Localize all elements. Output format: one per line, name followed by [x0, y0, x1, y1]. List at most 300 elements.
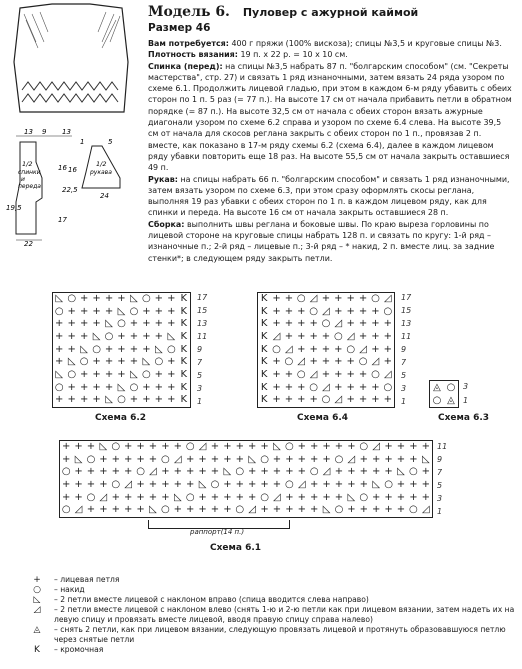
chart-cell: + — [284, 394, 294, 406]
chart-cell: + — [297, 466, 306, 478]
row-number-label: 17 — [197, 293, 208, 303]
chart-cell: + — [74, 491, 83, 503]
chart-cell: ◺ — [248, 453, 257, 465]
chart-cell: + — [111, 453, 120, 465]
chart-cell: + — [409, 479, 418, 490]
chart-cell: ○ — [334, 504, 344, 516]
chart-cell: ◿ — [198, 441, 207, 452]
svg-text:22,5: 22,5 — [62, 186, 78, 194]
chart-cell: ◺ — [80, 343, 88, 355]
chart-cell: + — [154, 394, 164, 406]
chart-cell: + — [371, 318, 380, 330]
chart-cell: + — [161, 491, 170, 503]
chart-cell: K — [180, 356, 188, 368]
chart-cell: + — [210, 504, 220, 516]
triangle-dot-icon: ◬ — [33, 625, 41, 635]
chart-cell: + — [67, 394, 76, 406]
chart-cell: + — [285, 504, 294, 516]
chart-cell: + — [154, 318, 164, 330]
chart-cell: ○ — [136, 466, 145, 478]
chart-cell: + — [346, 356, 355, 368]
chart-cell: + — [334, 466, 344, 478]
chart-cell: + — [334, 441, 344, 452]
chart-cell: ○ — [409, 466, 418, 478]
chart-cell: + — [384, 491, 393, 503]
chart-cell: + — [62, 453, 71, 465]
chart-cell: + — [309, 318, 318, 330]
chart-cell: + — [129, 318, 139, 330]
chart-cell: ◿ — [124, 479, 133, 490]
chart-cell: + — [421, 441, 430, 452]
chart-cell: K — [180, 369, 188, 380]
assembly-text: выполнить швы реглана и боковые швы. По краю выреза горловины по лицевой стороне на круговые спицы набрать 128 п. и связать по кругу: 1-й ряд – изнаночные п.; 2-й ряд – лицевые п.; 3-й ряд – * накид, 2 п. вместе лиц. за задние стенки*; в следующем ряду закрыть петли. — [148, 219, 495, 263]
legend-item — [20, 575, 520, 585]
chart-cell: + — [284, 369, 294, 380]
chart-cell: + — [346, 381, 355, 393]
chart-cell: ◺ — [155, 343, 163, 355]
chart-cell: ◺ — [117, 381, 126, 393]
row-number-label: 1 — [197, 396, 203, 406]
chart-cell: + — [136, 491, 145, 503]
chart-cell: ◺ — [105, 318, 113, 330]
chart-cell: + — [129, 356, 139, 368]
chart-cell: ○ — [142, 293, 151, 304]
chart-cell: ◿ — [297, 356, 306, 368]
chart-cell: + — [167, 356, 176, 368]
chart-cell: + — [359, 466, 368, 478]
chart-cell: + — [284, 381, 294, 393]
chart-cell: + — [358, 394, 368, 406]
sleeve-text: на спицы набрать 66 п. "болгарским способом" и связать 1 ряд изнаночными, затем вязать узором по схеме 6.3, при этом сразу оформлять скосы реглана, выполняя 19 раз убавки с обеих сторон по 1 п. в каждом лицевом ряду, как для спинки и переда. На высоте 16 см от начала закрыть оставшиеся 28 п. — [148, 174, 510, 218]
chart-cell: + — [371, 381, 380, 393]
instructions — [148, 38, 514, 264]
chart-cell: + — [198, 491, 207, 503]
chart-cell: + — [409, 491, 418, 503]
chart-cell: ◿ — [309, 293, 318, 304]
chart-cell: + — [372, 491, 381, 503]
chart-cell: + — [142, 343, 151, 355]
assembly-label: Сборка: — [148, 219, 185, 229]
chart-cell: ○ — [296, 293, 306, 304]
need-text: 400 г пряжи (100% вискоза); спицы №3,5 и круговые спицы №3. — [231, 39, 502, 48]
chart-cell: K — [260, 381, 268, 393]
chart-cell: ○ — [432, 395, 442, 406]
chart-cell: + — [359, 479, 368, 490]
chart-cell: + — [173, 466, 182, 478]
chart-cell: ○ — [54, 381, 64, 393]
chart-6-3 — [429, 380, 459, 408]
chart-cell: + — [321, 331, 331, 342]
back-label: Спинка (перед): — [148, 61, 223, 71]
chart-cell: ○ — [67, 369, 77, 380]
chart-cell: + — [284, 331, 294, 342]
chart-cell: + — [248, 466, 257, 478]
chart-cell: + — [285, 453, 294, 465]
plus-icon: + — [33, 575, 41, 585]
chart-cell: + — [248, 491, 257, 503]
chart-cell: K — [180, 394, 188, 406]
chart-cell: + — [223, 479, 232, 490]
svg-text:переда: переда — [18, 183, 41, 190]
legend-item — [20, 645, 520, 655]
chart-cell: + — [86, 466, 96, 478]
chart-cell: + — [235, 441, 244, 452]
chart-cell: + — [99, 504, 108, 516]
chart-cell: K — [260, 293, 268, 304]
chart-cell: ○ — [129, 305, 139, 317]
chart-cell: + — [347, 466, 356, 478]
chart-cell: ○ — [296, 369, 306, 380]
chart-cell: + — [79, 369, 89, 380]
chart-cell: ○ — [334, 453, 344, 465]
chart-cell: + — [346, 293, 355, 304]
chart-cell: + — [167, 381, 176, 393]
chart-cell: + — [55, 318, 64, 330]
chart-cell: + — [67, 305, 76, 317]
chart-cell: + — [186, 504, 195, 516]
chart-cell: + — [154, 369, 164, 380]
chart-cell: + — [396, 491, 406, 503]
chart-cell: + — [371, 394, 380, 406]
legend-item — [20, 625, 520, 645]
chart-cell: ○ — [117, 394, 126, 406]
chart-cell: + — [334, 491, 344, 503]
legend-text: – накид — [54, 585, 85, 594]
chart-cell: + — [396, 441, 406, 452]
chart-cell: + — [272, 453, 282, 465]
chart-cell: + — [136, 504, 145, 516]
chart-cell: + — [223, 453, 232, 465]
chart-cell: ○ — [117, 318, 126, 330]
svg-text:24: 24 — [100, 192, 109, 200]
chart-cell: + — [334, 356, 343, 368]
chart-cell: + — [396, 479, 406, 490]
chart-cell: ◿ — [74, 504, 83, 516]
chart-cell: + — [55, 343, 64, 355]
chart-cell: ○ — [161, 504, 170, 516]
density-text: 19 п. х 22 р. = 10 х 10 см. — [240, 50, 348, 60]
chart-cell: ◺ — [421, 453, 430, 465]
chart-cell: ○ — [409, 504, 418, 516]
chart-cell: + — [79, 394, 89, 406]
chart-cell: ○ — [79, 356, 89, 368]
chart-cell: + — [148, 491, 158, 503]
chart-cell: + — [136, 453, 145, 465]
chart-cell: + — [142, 331, 151, 342]
chart-cell: ◿ — [272, 331, 281, 342]
svg-text:22: 22 — [24, 240, 33, 248]
chart-cell: ○ — [359, 441, 369, 452]
chart-cell: + — [310, 479, 319, 490]
size-label: Размер 46 — [148, 22, 211, 34]
chart-cell: ○ — [285, 441, 294, 452]
chart-cell: + — [358, 305, 368, 317]
row-number-label: 3 — [463, 382, 469, 391]
chart-cell: + — [309, 394, 318, 406]
chart-cell: ◬ — [447, 395, 455, 406]
chart-6-2 — [52, 292, 191, 408]
row-number-label: 11 — [197, 332, 208, 342]
chart-cell: ◿ — [309, 369, 318, 380]
chart-cell: + — [248, 479, 257, 490]
chart-cell: + — [272, 369, 281, 380]
chart-cell: ◿ — [371, 356, 380, 368]
chart-cell: + — [334, 369, 343, 380]
row-number-label: 7 — [197, 357, 203, 367]
row-number-label: 7 — [401, 357, 407, 367]
chart-cell: + — [154, 293, 164, 304]
chart-cell: + — [358, 293, 368, 304]
chart-6-4 — [257, 292, 395, 408]
chart-cell: + — [235, 453, 244, 465]
chart-cell: ○ — [86, 453, 96, 465]
chart-cell: + — [173, 441, 182, 452]
svg-text:1/2: 1/2 — [22, 160, 33, 168]
chart-cell: + — [346, 318, 355, 330]
chart-cell: + — [223, 441, 232, 452]
chart-cell: + — [86, 441, 96, 452]
chart-cell: + — [92, 305, 101, 317]
chart-cell: K — [260, 369, 268, 380]
chart-cell: + — [272, 305, 281, 317]
chart-cell: ○ — [142, 369, 151, 380]
chart-cell: + — [124, 504, 133, 516]
chart-cell: + — [359, 504, 368, 516]
chart-cell: + — [383, 394, 392, 406]
chart-cell: ◿ — [372, 441, 381, 452]
chart-cell: + — [310, 491, 319, 503]
chart-cell: + — [383, 331, 392, 342]
legend-text: – 2 петли вместе лицевой с наклоном вправо (спица вводится слева направо) — [54, 595, 369, 604]
measure-13-left: 13 — [24, 128, 33, 136]
chart-cell: ◺ — [99, 441, 108, 452]
chart-cell: ○ — [61, 504, 71, 516]
chart-cell: + — [396, 504, 406, 516]
row-number-label: 9 — [401, 345, 407, 354]
chart-cell: + — [136, 441, 145, 452]
chart-cell: + — [104, 369, 114, 380]
chart-cell: + — [346, 394, 355, 406]
chart-cell: ○ — [86, 491, 96, 503]
chart-cell: + — [67, 343, 76, 355]
chart-cell: + — [92, 381, 101, 393]
chart-cell: + — [111, 504, 120, 516]
chart-cell: ◺ — [55, 293, 64, 304]
chart-cell: ○ — [92, 343, 101, 355]
chart-cell: + — [297, 381, 306, 393]
chart-cell: K — [180, 381, 188, 393]
chart-cell: ◺ — [322, 504, 331, 516]
chart-cell: + — [74, 479, 83, 490]
chart-cell: + — [358, 381, 368, 393]
chart-cell: + — [161, 466, 170, 478]
chart-cell: + — [321, 356, 331, 368]
model-title — [148, 4, 418, 20]
chart-cell: + — [92, 356, 101, 368]
chart-cell: + — [198, 466, 207, 478]
chart-cell: + — [92, 293, 101, 304]
chart-cell: + — [284, 305, 294, 317]
chart-cell: + — [129, 343, 139, 355]
chart-cell: + — [62, 441, 71, 452]
chart-cell: + — [124, 441, 133, 452]
chart-cell: ○ — [321, 318, 331, 330]
chart-cell: K — [260, 356, 268, 368]
chart-cell: + — [334, 305, 343, 317]
chart-cell: + — [148, 441, 158, 452]
model-number: Модель 6. — [148, 4, 230, 20]
chart-cell: ○ — [383, 305, 393, 317]
chart-cell: ◿ — [173, 453, 182, 465]
chart-cell: ◿ — [322, 466, 331, 478]
svg-text:5: 5 — [108, 138, 113, 146]
chart-cell: + — [92, 318, 101, 330]
chart-cell: ◺ — [92, 331, 101, 342]
chart-cell: + — [154, 331, 164, 342]
chart-cell: ◺ — [223, 466, 232, 478]
legend-text: – 2 петли вместе лицевой с наклоном влево (снять 1-ю и 2-ю петли как при лицевом вязании, затем надеть их на левую спицу и провязать вместе лицевой, вводя правую спицу справа налево) — [54, 605, 515, 624]
svg-text:и: и — [21, 176, 25, 183]
chart-cell: ◿ — [383, 293, 392, 304]
chart-cell: + — [334, 293, 343, 304]
chart-cell: + — [124, 466, 133, 478]
chart-cell: + — [210, 441, 220, 452]
legend-text: – снять 2 петли, как при лицевом вязании, следующую провязать лицевой и протянуть образовавшуюся петлю через снятые петли — [54, 625, 506, 644]
chart-cell: + — [104, 343, 114, 355]
svg-text:16: 16 — [58, 164, 67, 172]
chart-cell: + — [322, 479, 331, 490]
chart-cell: + — [62, 479, 71, 490]
chart-cell: + — [310, 453, 319, 465]
chart-cell: + — [173, 479, 182, 490]
row-number-label: 5 — [401, 370, 407, 380]
chart-cell: + — [117, 343, 126, 355]
row-number-label: 9 — [437, 454, 443, 464]
chart-cell: ○ — [359, 491, 369, 503]
chart-cell: ○ — [260, 453, 269, 465]
chart-cell: + — [322, 441, 331, 452]
row-number-label: 3 — [197, 383, 203, 393]
chart-cell: K — [180, 293, 188, 304]
chart-cell: ○ — [285, 479, 294, 490]
chart-cell: ○ — [346, 343, 356, 355]
chart-cell: K — [180, 331, 188, 342]
chart-cell: + — [285, 466, 294, 478]
chart-cell: + — [210, 453, 220, 465]
chart-cell: ○ — [446, 382, 456, 393]
chart-cell: + — [297, 331, 306, 342]
chart-cell: ○ — [67, 293, 77, 304]
legend-text: – лицевая петля — [54, 575, 120, 584]
chart-cell: + — [322, 491, 331, 503]
density-label: Плотность вязания: — [148, 50, 238, 60]
chart-cell: + — [117, 293, 126, 304]
chart-cell: + — [99, 466, 108, 478]
legend-item — [20, 605, 520, 625]
chart-cell: ◿ — [322, 381, 330, 393]
chart-cell: + — [92, 394, 101, 406]
chart-cell: ○ — [309, 305, 318, 317]
chart-cell: + — [161, 479, 170, 490]
chart-cell: + — [117, 356, 126, 368]
chart-cell: + — [55, 331, 64, 342]
chart-cell: + — [284, 293, 294, 304]
chart-cell: + — [297, 305, 306, 317]
chart-cell: ○ — [104, 331, 114, 342]
chart-6-1 — [59, 440, 433, 518]
chart-cell: + — [198, 453, 207, 465]
chart-cell: ◺ — [117, 305, 126, 317]
svg-text:рукава: рукава — [90, 169, 112, 176]
chart-cell: + — [124, 491, 133, 503]
chart-cell: ○ — [166, 343, 176, 355]
chart-cell: + — [371, 305, 380, 317]
chart-cell: + — [223, 504, 232, 516]
chart-cell: + — [334, 381, 343, 393]
chart-cell: ◿ — [285, 343, 293, 355]
chart-cell: + — [272, 381, 281, 393]
chart-cell: + — [383, 318, 392, 330]
chart-cell: + — [167, 318, 176, 330]
chart-cell: ◿ — [334, 318, 343, 330]
chart-cell: + — [104, 293, 114, 304]
chart-cell: + — [55, 356, 64, 368]
chart-cell: ◺ — [397, 466, 405, 478]
circle-icon: ○ — [33, 585, 41, 595]
chart-cell: + — [321, 343, 331, 355]
legend-item — [20, 595, 520, 605]
chart-cell: + — [272, 293, 281, 304]
chart-cell: K — [260, 318, 268, 330]
chart-cell: + — [384, 466, 393, 478]
chart-cell: + — [347, 504, 356, 516]
chart-cell: + — [99, 479, 108, 490]
chart-cell: ◺ — [372, 479, 381, 490]
row-number-label: 3 — [437, 493, 443, 503]
chart-cell: + — [309, 331, 318, 342]
chart-cell: + — [154, 381, 164, 393]
chart-cell: + — [186, 453, 195, 465]
row-number-label: 1 — [437, 506, 443, 516]
chart-cell: + — [347, 441, 356, 452]
chart-cell: + — [104, 381, 114, 393]
chart-cell: + — [371, 343, 380, 355]
chart-cell: + — [272, 466, 282, 478]
chart-cell: K — [180, 318, 188, 330]
svg-text:16: 16 — [68, 166, 77, 174]
chart-cell: + — [67, 318, 76, 330]
chart-cell: + — [297, 318, 306, 330]
chart-cell: + — [79, 331, 89, 342]
chart-cell: + — [248, 441, 257, 452]
chart-cell: + — [148, 479, 158, 490]
chart-cell: ◺ — [142, 356, 151, 368]
chart-cell: ○ — [235, 504, 245, 516]
chart-cell: + — [421, 491, 430, 503]
chart-cell: + — [79, 293, 89, 304]
chart-cell: ○ — [129, 381, 139, 393]
chart-cell: ○ — [309, 381, 318, 393]
chart-cell: + — [67, 381, 76, 393]
chart-cell: + — [186, 466, 195, 478]
chart-cell: + — [111, 491, 120, 503]
chart-cell: + — [322, 453, 331, 465]
chart-cell: + — [67, 331, 76, 342]
chart-cell: + — [321, 369, 331, 380]
chart-cell: K — [180, 305, 188, 317]
chart-cell: + — [235, 479, 244, 490]
chart-cell: ○ — [384, 479, 393, 490]
